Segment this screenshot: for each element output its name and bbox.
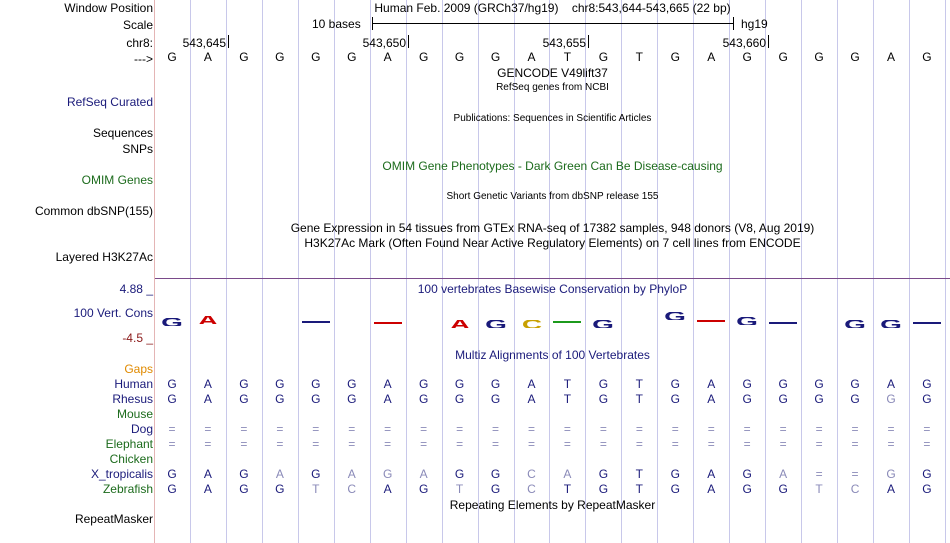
alignment-base: G (670, 392, 680, 406)
base: G (922, 50, 932, 64)
gencode-track[interactable]: GENCODE V49lift37 (497, 66, 608, 80)
alignment-base: = (671, 437, 679, 451)
scale-bar-right-tick (733, 17, 734, 30)
alignment-base: T (455, 482, 464, 496)
alignment-base: = (887, 437, 895, 451)
omim-description: OMIM Gene Phenotypes - Dark Green Can Be Disease-causing (382, 159, 723, 173)
species-label[interactable]: Chicken (109, 452, 153, 466)
alignment-base: G (670, 377, 680, 391)
dbsnp-description: Short Genetic Variants from dbSNP release 155 (446, 191, 659, 202)
alignment-base: G (922, 392, 932, 406)
conservation-separator (155, 278, 950, 279)
alignment-base: G (778, 392, 788, 406)
conservation-logo-mark (913, 322, 941, 324)
conservation-logo-mark: G (484, 320, 507, 328)
alignment-base: G (347, 392, 357, 406)
base: A (383, 50, 392, 64)
base: G (850, 50, 860, 64)
alignment-base: = (240, 437, 248, 451)
scale-bar (372, 23, 734, 24)
alignment-base: G (454, 377, 465, 391)
alignment-base: = (815, 437, 823, 451)
refseq-track-label[interactable]: RefSeq Curated (66, 95, 153, 109)
alignment-base: G (598, 392, 609, 406)
alignment-base: = (348, 437, 356, 451)
alignment-base: = (635, 422, 643, 436)
alignment-base: = (420, 422, 428, 436)
alignment-base: A (886, 377, 895, 391)
h3k27ac-description: H3K27Ac Mark (Often Found Near Active Regulatory Elements) on 7 cell lines from ENCODE (304, 236, 801, 250)
alignment-base: G (418, 392, 429, 406)
alignment-base: T (635, 377, 644, 391)
alignment-base: G (418, 482, 429, 496)
alignment-base: G (418, 377, 429, 391)
conservation-logo-mark: G (844, 320, 866, 328)
alignment-base: A (203, 392, 212, 406)
alignment-base: G (742, 482, 752, 496)
alignment-base: = (527, 422, 535, 436)
species-label[interactable]: X_tropicalis (90, 467, 153, 481)
scale-db: hg19 (741, 17, 768, 31)
alignment-base: G (742, 377, 752, 391)
alignment-base: G (778, 377, 788, 391)
cons-min-label: -4.5 _ (122, 331, 153, 345)
repeatmasker-description: Repeating Elements by RepeatMasker (449, 498, 656, 512)
alignment-base: = (240, 422, 248, 436)
assembly-name: Human Feb. 2009 (GRCh37/hg19) (374, 1, 559, 15)
refseq-description: RefSeq genes from NCBI (496, 82, 609, 93)
alignment-base: G (814, 377, 824, 391)
alignment-base: T (563, 392, 572, 406)
species-label[interactable]: Mouse (116, 407, 153, 421)
base: G (778, 50, 788, 64)
conservation-logo-mark (769, 322, 797, 324)
alignment-base: G (167, 482, 177, 496)
alignment-base: = (384, 422, 392, 436)
alignment-base: G (167, 467, 177, 481)
alignment-base: = (815, 422, 823, 436)
ruler-tick (408, 35, 409, 48)
alignment-base: C (527, 482, 536, 496)
alignment-base: G (383, 467, 393, 481)
alignment-base: = (276, 437, 284, 451)
alignment-base: = (492, 422, 500, 436)
base: A (707, 50, 716, 64)
alignment-base: G (850, 392, 860, 406)
alignment-base: G (886, 392, 896, 406)
conservation-logo-mark: G (664, 312, 687, 320)
alignment-base: = (563, 437, 571, 451)
ruler-tick-label: 543,650 (362, 36, 406, 50)
alignment-base: = (456, 437, 464, 451)
alignment-base: = (527, 437, 535, 451)
base: G (418, 50, 429, 64)
alignment-base: = (204, 422, 212, 436)
conservation-logo-mark: A (197, 316, 219, 324)
conservation-logo-mark: G (736, 317, 759, 325)
alignment-base: C (850, 482, 860, 496)
alignment-base: C (347, 482, 357, 496)
alignment-base: G (239, 377, 249, 391)
alignment-base: G (886, 467, 896, 481)
alignment-base: G (167, 377, 177, 391)
alignment-base: A (203, 377, 212, 391)
conservation-logo-mark (302, 321, 330, 323)
alignment-base: A (707, 392, 716, 406)
sequences-track-label[interactable]: Sequences (92, 126, 153, 140)
position-range: chr8:543,644-543,665 (22 bp) (571, 1, 731, 15)
alignment-base: = (743, 437, 751, 451)
conservation-logo-mark: G (592, 320, 615, 328)
alignment-base: G (742, 392, 752, 406)
alignment-base: = (168, 437, 176, 451)
conservation-logo-mark: G (161, 318, 183, 326)
alignment-base: = (851, 437, 859, 451)
repeatmasker-track-label[interactable]: RepeatMasker (74, 512, 153, 526)
base: G (454, 50, 465, 64)
alignment-base: G (311, 467, 321, 481)
base: G (347, 50, 357, 64)
base: G (275, 50, 285, 64)
alignment-base: G (490, 467, 501, 481)
alignment-base: = (815, 467, 823, 481)
alignment-base: G (275, 482, 285, 496)
alignment-base: = (384, 437, 392, 451)
alignment-base: G (275, 377, 285, 391)
alignment-base: = (923, 437, 931, 451)
base: A (527, 50, 536, 64)
species-label[interactable]: Elephant (105, 437, 153, 451)
ruler-tick-label: 543,645 (182, 36, 226, 50)
alignment-base: G (347, 377, 357, 391)
alignment-base: A (707, 467, 716, 481)
alignment-base: G (814, 392, 824, 406)
base: A (886, 50, 895, 64)
alignment-base: G (490, 482, 501, 496)
cons-max-label: 4.88 _ (119, 282, 153, 296)
base: T (563, 50, 572, 64)
base: G (167, 50, 177, 64)
alignment-base: = (312, 422, 320, 436)
alignment-base: A (275, 467, 284, 481)
alignment-base: = (743, 422, 751, 436)
alignment-base: A (527, 377, 536, 391)
alignment-base: G (670, 467, 680, 481)
scale-bar-left-tick (372, 17, 373, 30)
multiz-description: Multiz Alignments of 100 Vertebrates (455, 348, 650, 362)
alignment-base: = (707, 437, 715, 451)
phylop-description: 100 vertebrates Basewise Conservation by PhyloP (417, 282, 688, 296)
alignment-base: A (203, 482, 212, 496)
alignment-base: = (887, 422, 895, 436)
alignment-base: A (419, 467, 428, 481)
window-position-label: Window Position (64, 1, 153, 15)
base: G (814, 50, 824, 64)
alignment-base: = (312, 437, 320, 451)
species-label[interactable]: Human (114, 377, 153, 391)
base: T (635, 50, 644, 64)
base: G (670, 50, 680, 64)
alignment-base: A (779, 467, 788, 481)
alignment-base: T (563, 482, 572, 496)
alignment-base: C (527, 467, 536, 481)
species-label[interactable]: Dog (130, 422, 153, 436)
base: G (239, 50, 249, 64)
cons-track-label[interactable]: 100 Vert. Cons (73, 306, 153, 320)
alignment-base: = (707, 422, 715, 436)
alignment-base: G (598, 377, 609, 391)
scale-label: Scale (122, 18, 153, 32)
species-label[interactable]: Zebrafish (102, 482, 153, 496)
alignment-base: G (670, 482, 680, 496)
alignment-base: G (922, 482, 932, 496)
base: G (742, 50, 752, 64)
alignment-base: A (203, 467, 212, 481)
base: G (598, 50, 609, 64)
alignment-base: G (922, 377, 932, 391)
ruler-tick-label: 543,660 (722, 36, 766, 50)
alignment-base: = (851, 422, 859, 436)
alignment-base: G (598, 482, 609, 496)
omim-genes-track-label[interactable]: OMIM Genes (81, 173, 153, 187)
strand-arrow[interactable]: ---> (134, 52, 153, 66)
alignment-base: T (815, 482, 823, 496)
snps-track-label[interactable]: SNPs (122, 142, 153, 156)
alignment-base: T (312, 482, 320, 496)
alignment-base: = (599, 437, 607, 451)
base: G (311, 50, 321, 64)
alignment-base: T (635, 467, 644, 481)
alignment-base: T (635, 392, 644, 406)
alignment-base: A (347, 467, 356, 481)
alignment-base: G (490, 377, 501, 391)
window-position-info (155, 1, 950, 15)
alignment-base: G (239, 467, 249, 481)
alignment-base: T (563, 377, 572, 391)
alignment-base: = (348, 422, 356, 436)
alignment-base: G (742, 467, 752, 481)
alignment-base: = (671, 422, 679, 436)
scale-text: 10 bases (312, 17, 361, 31)
alignment-base: A (707, 482, 716, 496)
alignment-base: = (276, 422, 284, 436)
common-dbsnp-track-label[interactable]: Common dbSNP(155) (34, 204, 153, 218)
alignment-base: = (456, 422, 464, 436)
alignment-base: A (383, 377, 392, 391)
alignment-base: G (239, 482, 249, 496)
alignment-base: = (635, 437, 643, 451)
alignment-base: G (454, 392, 465, 406)
alignment-base: A (527, 392, 536, 406)
gaps-label: Gaps (124, 362, 153, 376)
alignment-base: G (598, 467, 609, 481)
alignment-base: G (275, 392, 285, 406)
conservation-logo-mark (374, 322, 402, 324)
alignment-base: G (311, 392, 321, 406)
alignment-base: A (383, 392, 392, 406)
layered-h3k27ac-track-label[interactable]: Layered H3K27Ac (55, 250, 153, 264)
alignment-base: = (563, 422, 571, 436)
chr-label: chr8: (126, 36, 153, 50)
alignment-base: = (779, 422, 787, 436)
alignment-base: A (707, 377, 716, 391)
alignment-base: A (563, 467, 572, 481)
ruler-tick (228, 35, 229, 48)
alignment-base: = (492, 437, 500, 451)
alignment-base: = (168, 422, 176, 436)
gtex-description: Gene Expression in 54 tissues from GTEx RNA-seq of 17382 samples, 948 donors (V8, Aug 2019) (290, 221, 815, 235)
alignment-base: G (311, 377, 321, 391)
alignment-base: = (204, 437, 212, 451)
alignment-base: G (850, 377, 860, 391)
alignment-base: = (851, 467, 859, 481)
species-label[interactable]: Rhesus (112, 392, 153, 406)
publications-description: Publications: Sequences in Scientific Articles (453, 113, 652, 124)
conservation-logo-mark: G (880, 320, 902, 328)
alignment-base: A (383, 482, 392, 496)
alignment-base: G (778, 482, 788, 496)
base: A (203, 50, 212, 64)
conservation-logo-mark: A (449, 320, 470, 328)
alignment-base: = (420, 437, 428, 451)
ruler-tick (768, 35, 769, 48)
ruler-tick (588, 35, 589, 48)
alignment-base: = (599, 422, 607, 436)
alignment-base: G (490, 392, 501, 406)
alignment-base: G (454, 467, 465, 481)
ruler-tick-label: 543,655 (542, 36, 586, 50)
base: G (490, 50, 501, 64)
alignment-base: = (923, 422, 931, 436)
alignment-base: T (635, 482, 644, 496)
conservation-logo-mark: C (521, 320, 542, 328)
alignment-base: A (886, 482, 895, 496)
alignment-base: = (779, 437, 787, 451)
alignment-base: G (239, 392, 249, 406)
alignment-base: G (922, 467, 932, 481)
alignment-base: G (167, 392, 177, 406)
